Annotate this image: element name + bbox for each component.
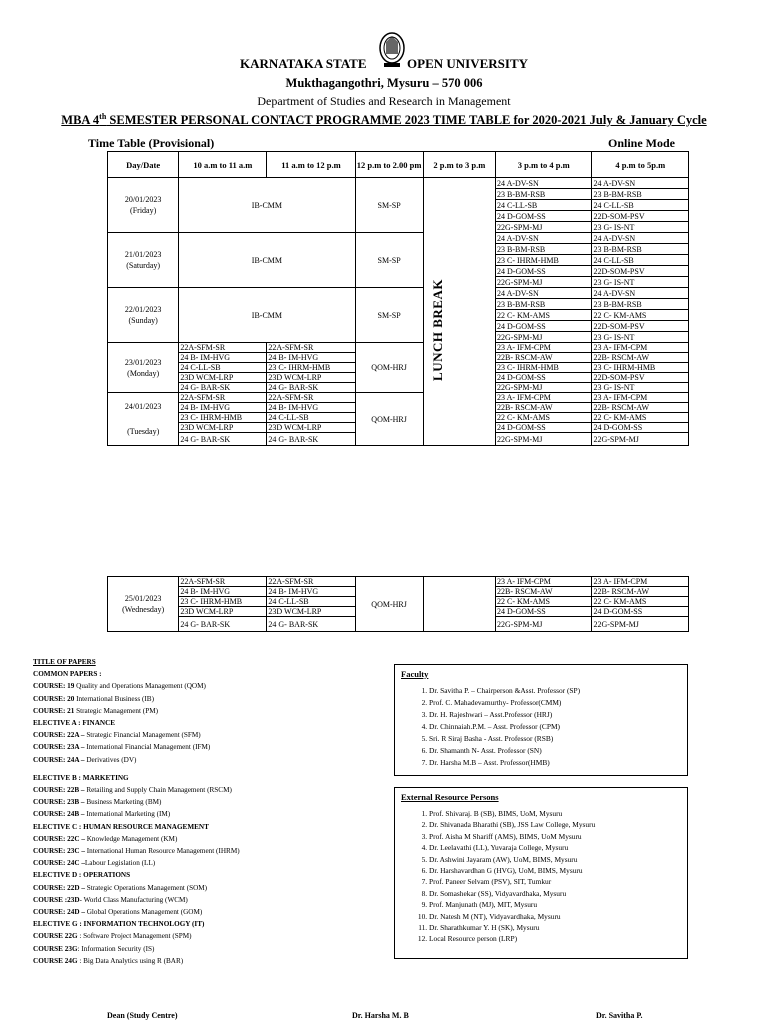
course-code: COURSE: 22D –	[33, 883, 85, 892]
timetable-subtitle: Time Table (Provisional)	[88, 136, 215, 150]
noon-session: SM-SP	[355, 288, 423, 343]
course-code: COURSE: 23C –	[33, 847, 85, 856]
programme-title-pre: MBA 4	[61, 113, 100, 128]
course-title: : Software Project Management (SPM)	[77, 932, 192, 941]
session-cell: 22G-SPM-MJ	[496, 617, 592, 632]
faculty-item: 4. Dr. Chinnaiah.P.M. – Asst. Professor (CPM)	[429, 721, 687, 733]
col-header: 10 a.m to 11 a.m	[179, 152, 267, 178]
session-cell: 22B- RSCM-AW	[496, 353, 592, 363]
col-header: 2 p.m to 3 p.m	[423, 152, 495, 178]
session-cell: 24 G- BAR-SK	[267, 383, 355, 393]
lunch-break-cell	[423, 577, 495, 632]
footer-dean: Dean (Study Centre)	[107, 1011, 178, 1020]
faculty-item: 5. Sri. R Siraj Basha - Asst. Professor (RSB)	[429, 733, 687, 745]
timetable-continued	[107, 576, 689, 632]
session-cell: 22B- RSCM-AW	[496, 587, 592, 597]
session-cell: 22A-SFM-SR	[267, 343, 355, 353]
course-title: Labour Legislation (LL)	[84, 859, 156, 868]
faculty-title: Faculty	[401, 669, 429, 679]
session-cell: 23 B-BM-RSB	[496, 244, 592, 255]
paper-line	[33, 705, 373, 717]
faculty-item: 2. Prof. C. Mahadevamurthy- Professor(CMM)	[429, 697, 687, 709]
course-title: Global Operations Management (GOM)	[84, 908, 203, 917]
session-cell: 22 C- KM-AMS	[496, 597, 592, 607]
session-cell: 22B- RSCM-AW	[592, 403, 689, 413]
session-cell: 24 D-GOM-SS	[496, 266, 592, 277]
faculty-item: 3. Dr. H. Rajeshwari – Asst.Professor (HRJ)	[429, 709, 687, 721]
session-cell: 22G-SPM-MJ	[496, 332, 592, 343]
session-cell: 23 A- IFM-CPM	[496, 343, 592, 353]
course-code: COURSE: 24B –	[33, 810, 85, 819]
external-resource-item: 11. Dr. Sharathkumar Y. H (SK), Mysuru	[429, 922, 687, 933]
session-cell: 24 G- BAR-SK	[179, 383, 267, 393]
paper-line	[33, 955, 373, 967]
paper-line	[33, 784, 373, 796]
session-cell: 24 A-DV-SN	[496, 178, 592, 189]
course-code: COURSE: 23A –	[33, 743, 85, 752]
session-cell: 22G-SPM-MJ	[496, 277, 592, 288]
course-code: COURSE 24G	[33, 956, 78, 965]
external-resource-item: 9. Prof. Manjunath (MJ), MIT, Mysuru	[429, 899, 687, 910]
session-cell: 24 G- BAR-SK	[267, 617, 355, 632]
session-cell: 24 D-GOM-SS	[496, 373, 592, 383]
session-cell: 23 A- IFM-CPM	[496, 393, 592, 403]
session-cell: 22A-SFM-SR	[179, 577, 267, 587]
course-title: International Human Resource Management (IHRM)	[84, 847, 240, 856]
university-address: Mukthagangothri, Mysuru – 570 006	[285, 76, 483, 90]
session-cell: 23D WCM-LRP	[179, 373, 267, 383]
session-cell: 23 A- IFM-CPM	[592, 343, 689, 353]
course-code: COURSE: 19	[33, 682, 75, 691]
course-title: International Business (IB)	[74, 694, 154, 703]
col-header: 12 p.m to 2.00 pm	[355, 152, 423, 178]
programme-title-sup: th	[99, 112, 107, 121]
day-date-cell	[108, 178, 179, 233]
session-cell: 23 G- IS-NT	[592, 222, 689, 233]
session-cell: 22A-SFM-SR	[267, 393, 355, 403]
course-code: COURSE: 22A –	[33, 731, 85, 740]
session-cell: 22 C- KM-AMS	[592, 597, 689, 607]
day-name: (Friday)	[130, 206, 157, 215]
mode-label: Online Mode	[608, 136, 676, 150]
session-cell: 23 C- IHRM-HMB	[496, 255, 592, 266]
session-cell: 22A-SFM-SR	[179, 343, 267, 353]
session-cell: 23D WCM-LRP	[267, 373, 355, 383]
faculty-item: 7. Dr. Harsha M.B – Asst. Professor(HMB)	[429, 757, 687, 769]
timetable-row	[108, 393, 689, 403]
external-resource-box	[394, 787, 688, 959]
noon-session: SM-SP	[355, 233, 423, 288]
day-date-cell	[108, 233, 179, 288]
session-cell: 24 C-LL-SB	[267, 597, 355, 607]
session-cell: 24 A-DV-SN	[592, 178, 689, 189]
paper-line	[33, 741, 373, 753]
day-date: 25/01/2023	[124, 594, 162, 603]
external-resource-item: 10. Dr. Natesh M (NT), Vidyavardhaka, Mysuru	[429, 911, 687, 922]
session-cell: 24 B- IM-HVG	[267, 353, 355, 363]
timetable	[107, 151, 689, 446]
noon-session: QOM-HRJ	[355, 343, 423, 393]
course-title: Quality and Operations Management (QOM)	[74, 682, 206, 691]
session-cell: 23 G- IS-NT	[592, 277, 689, 288]
timetable-row	[108, 233, 689, 244]
course-code: COURSE :23D	[33, 895, 80, 904]
external-resource-item: 1. Prof. Shivaraj. B (SB), BIMS, UoM, Mysuru	[429, 808, 687, 819]
col-header: 4 p.m to 5p.m	[592, 152, 689, 178]
session-cell: 23 A- IFM-CPM	[496, 577, 592, 587]
university-name	[0, 56, 768, 72]
elective-heading: ELECTIVE B : MARKETING	[33, 773, 129, 782]
course-title: Derivatives (DV)	[84, 755, 137, 764]
course-code: COURSE: 23B –	[33, 798, 85, 807]
session-cell: 23D WCM-LRP	[179, 423, 267, 433]
papers-list	[33, 656, 373, 967]
course-title: Strategic Management (PM)	[74, 706, 158, 715]
external-resource-item: 7. Prof. Paneer Selvam (PSV), SIT, Tumkur	[429, 876, 687, 887]
session-cell: 23 C- IHRM-HMB	[267, 363, 355, 373]
session-cell: 24 B- IM-HVG	[267, 587, 355, 597]
session-cell: 24 D-GOM-SS	[496, 607, 592, 617]
paper-line	[33, 796, 373, 808]
day-date-cell	[108, 577, 179, 632]
programme-title-post: SEMESTER PERSONAL CONTACT PROGRAMME 2023 TIME TABLE for 2020-2021 July & January Cycle	[106, 113, 707, 128]
session-cell: 22G-SPM-MJ	[496, 383, 592, 393]
session-cell: 23 C- IHRM-HMB	[496, 363, 592, 373]
programme-title	[0, 112, 768, 128]
faculty-item: 6. Dr. Shamanth N- Asst. Professor (SN)	[429, 745, 687, 757]
session-cell: 23 B-BM-RSB	[592, 299, 689, 310]
col-header: 3 p.m to 4 p.m	[496, 152, 592, 178]
course-title: Strategic Operations Management (SOM)	[84, 883, 208, 892]
faculty-box	[394, 664, 688, 776]
session-cell: 24 A-DV-SN	[592, 288, 689, 299]
session-cell: 24 A-DV-SN	[496, 288, 592, 299]
morning-session: IB-CMM	[179, 233, 355, 288]
session-cell: 22G-SPM-MJ	[592, 617, 689, 632]
morning-session: IB-CMM	[179, 288, 355, 343]
external-resource-item: 6. Dr. Harshavardhan G (HVG), UoM, BIMS, Mysuru	[429, 865, 687, 876]
session-cell: 23 A- IFM-CPM	[592, 393, 689, 403]
external-resource-item: 8. Dr. Somashekar (SS), Vidyavardhaka, Mysuru	[429, 888, 687, 899]
session-cell: 24 B- IM-HVG	[267, 403, 355, 413]
course-code: COURSE: 21	[33, 706, 75, 715]
session-cell: 22 C- KM-AMS	[496, 413, 592, 423]
noon-session: QOM-HRJ	[355, 577, 423, 632]
paper-line	[33, 882, 373, 894]
university-name-part2: OPEN UNIVERSITY	[407, 56, 529, 71]
paper-line	[33, 754, 373, 766]
session-cell: 24 B- IM-HVG	[179, 353, 267, 363]
session-cell: 22G-SPM-MJ	[496, 222, 592, 233]
session-cell: 22D-SOM-PSV	[592, 373, 689, 383]
course-code: COURSE: 22C –	[33, 834, 85, 843]
paper-line	[33, 680, 373, 692]
elective-heading: ELECTIVE C : HUMAN RESOURCE MANAGEMENT	[33, 822, 209, 831]
day-date: 22/01/2023	[124, 305, 162, 314]
course-title: International Marketing (IM)	[84, 810, 171, 819]
noon-session: SM-SP	[355, 178, 423, 233]
session-cell: 24 C-LL-SB	[592, 255, 689, 266]
course-title: - World Class Manufacturing (WCM)	[79, 895, 188, 904]
session-cell: 23 B-BM-RSB	[592, 244, 689, 255]
course-code: COURSE: 20	[33, 694, 75, 703]
session-cell: 24 G- BAR-SK	[179, 617, 267, 632]
session-cell: 24 C-LL-SB	[496, 200, 592, 211]
external-resource-item: 2. Dr. Shivanada Bharathi (SB), JSS Law College, Mysuru	[429, 819, 687, 830]
paper-line	[33, 693, 373, 705]
session-cell: 24 C-LL-SB	[179, 363, 267, 373]
session-cell: 24 C-LL-SB	[267, 413, 355, 423]
faculty-item: 1. Dr. Savitha P. – Chairperson &Asst. Professor (SP)	[429, 685, 687, 697]
paper-line	[33, 833, 373, 845]
day-name: (Wednesday)	[122, 605, 165, 614]
course-code: COURSE 22G	[33, 932, 78, 941]
department-name: Department of Studies and Research in Management	[257, 94, 511, 108]
course-title: : Information Security (IS)	[77, 944, 155, 953]
paper-line	[33, 894, 373, 906]
session-cell: 24 G- BAR-SK	[179, 433, 267, 446]
session-cell: 24 D-GOM-SS	[496, 211, 592, 222]
day-name: (Tuesday)	[127, 427, 160, 436]
session-cell: 23 B-BM-RSB	[496, 189, 592, 200]
paper-line	[33, 857, 373, 869]
external-resource-item: 5. Dr. Ashwini Jayaram (AW), UoM, BIMS, Mysuru	[429, 854, 687, 865]
paper-line	[33, 729, 373, 741]
col-header: 11 a.m to 12 p.m	[267, 152, 355, 178]
session-cell: 23D WCM-LRP	[267, 423, 355, 433]
papers-title: TITLE OF PAPERS	[33, 658, 96, 666]
timetable-header-row	[108, 152, 689, 178]
day-name: (Saturday)	[126, 261, 161, 270]
session-cell: 22G-SPM-MJ	[592, 433, 689, 446]
course-title: Knowledge Management (KM)	[84, 834, 178, 843]
paper-line	[33, 906, 373, 918]
session-cell: 23 B-BM-RSB	[496, 299, 592, 310]
session-cell: 23 B-BM-RSB	[592, 189, 689, 200]
elective-heading: ELECTIVE G : INFORMATION TECHNOLOGY (IT)	[33, 920, 205, 929]
elective-heading: ELECTIVE A : FINANCE	[33, 719, 116, 728]
session-cell: 22B- RSCM-AW	[496, 403, 592, 413]
external-resource-item: 3. Prof. Aisha M Shariff (AMS), BIMS, UoM Mysuru	[429, 831, 687, 842]
session-cell: 22 C- KM-AMS	[592, 413, 689, 423]
course-title: International Financial Management (IFM)	[84, 743, 211, 752]
session-cell: 24 B- IM-HVG	[179, 403, 267, 413]
course-code: COURSE 23G	[33, 944, 78, 953]
noon-session: QOM-HRJ	[355, 393, 423, 446]
university-name-part1: KARNATAKA STATE	[239, 56, 367, 71]
footer-chairperson: Dr. Savitha P.	[596, 1011, 643, 1020]
timetable-row	[108, 343, 689, 353]
session-cell: 22A-SFM-SR	[267, 577, 355, 587]
session-cell: 22B- RSCM-AW	[592, 587, 689, 597]
session-cell: 24 C-LL-SB	[592, 200, 689, 211]
session-cell: 24 D-GOM-SS	[592, 607, 689, 617]
session-cell: 22D-SOM-PSV	[592, 211, 689, 222]
col-header: Day/Date	[108, 152, 179, 178]
course-title: Retailing and Supply Chain Management (RSCM)	[84, 786, 232, 795]
day-date: 24/01/2023	[124, 402, 162, 411]
session-cell: 23 A- IFM-CPM	[592, 577, 689, 587]
session-cell: 24 A-DV-SN	[496, 233, 592, 244]
course-code: COURSE: 22B –	[33, 786, 85, 795]
external-title: External Resource Persons	[401, 792, 499, 802]
session-cell: 24 D-GOM-SS	[592, 423, 689, 433]
session-cell: 22D-SOM-PSV	[592, 321, 689, 332]
course-code: COURSE: 24D –	[33, 908, 85, 917]
session-cell: 23D WCM-LRP	[267, 607, 355, 617]
common-papers-title: COMMON PAPERS :	[33, 670, 102, 679]
course-code: COURSE: 24A –	[33, 755, 85, 764]
external-resource-item: 12. Local Resource person (LRP)	[429, 933, 687, 944]
session-cell: 23 C- IHRM-HMB	[179, 597, 267, 607]
timetable-row	[108, 178, 689, 189]
day-date-cell	[108, 343, 179, 393]
paper-line	[33, 943, 373, 955]
session-cell: 22A-SFM-SR	[179, 393, 267, 403]
course-title: Business Marketing (BM)	[84, 798, 162, 807]
session-cell: 22G-SPM-MJ	[496, 433, 592, 446]
session-cell: 24 B- IM-HVG	[179, 587, 267, 597]
session-cell: 23D WCM-LRP	[179, 607, 267, 617]
day-date-cell	[108, 393, 179, 446]
external-resource-item: 4. Dr. Leelavathi (LL), Yuvaraja College, Mysuru	[429, 842, 687, 853]
session-cell: 24 A-DV-SN	[592, 233, 689, 244]
paper-line	[33, 845, 373, 857]
elective-heading: ELECTIVE D : OPERATIONS	[33, 871, 131, 880]
session-cell: 23 G- IS-NT	[592, 383, 689, 393]
morning-session: IB-CMM	[179, 178, 355, 233]
timetable-row	[108, 577, 689, 587]
session-cell: 24 G- BAR-SK	[267, 433, 355, 446]
paper-line	[33, 808, 373, 820]
footer-coordinator: Dr. Harsha M. B	[352, 1011, 409, 1020]
day-date: 20/01/2023	[124, 195, 162, 204]
session-cell: 22B- RSCM-AW	[592, 353, 689, 363]
day-name: (Monday)	[127, 368, 160, 378]
day-date: 21/01/2023	[124, 250, 162, 259]
course-code: COURSE: 24C –	[33, 859, 85, 868]
timetable-row	[108, 288, 689, 299]
lunch-break-label: LUNCH BREAK	[430, 279, 445, 381]
session-cell: 24 D-GOM-SS	[496, 321, 592, 332]
course-title: : Big Data Analytics using R (BAR)	[77, 956, 184, 965]
session-cell: 23 G- IS-NT	[592, 332, 689, 343]
day-date: 23/01/2023	[124, 357, 162, 367]
session-cell: 22 C- KM-AMS	[592, 310, 689, 321]
day-date-cell	[108, 288, 179, 343]
course-title: Strategic Financial Management (SFM)	[84, 731, 201, 740]
session-cell: 23 C- IHRM-HMB	[592, 363, 689, 373]
session-cell: 22 C- KM-AMS	[496, 310, 592, 321]
session-cell: 22D-SOM-PSV	[592, 266, 689, 277]
paper-line	[33, 930, 373, 942]
session-cell: 24 D-GOM-SS	[496, 423, 592, 433]
session-cell: 23 C- IHRM-HMB	[179, 413, 267, 423]
day-name: (Sunday)	[128, 316, 158, 325]
